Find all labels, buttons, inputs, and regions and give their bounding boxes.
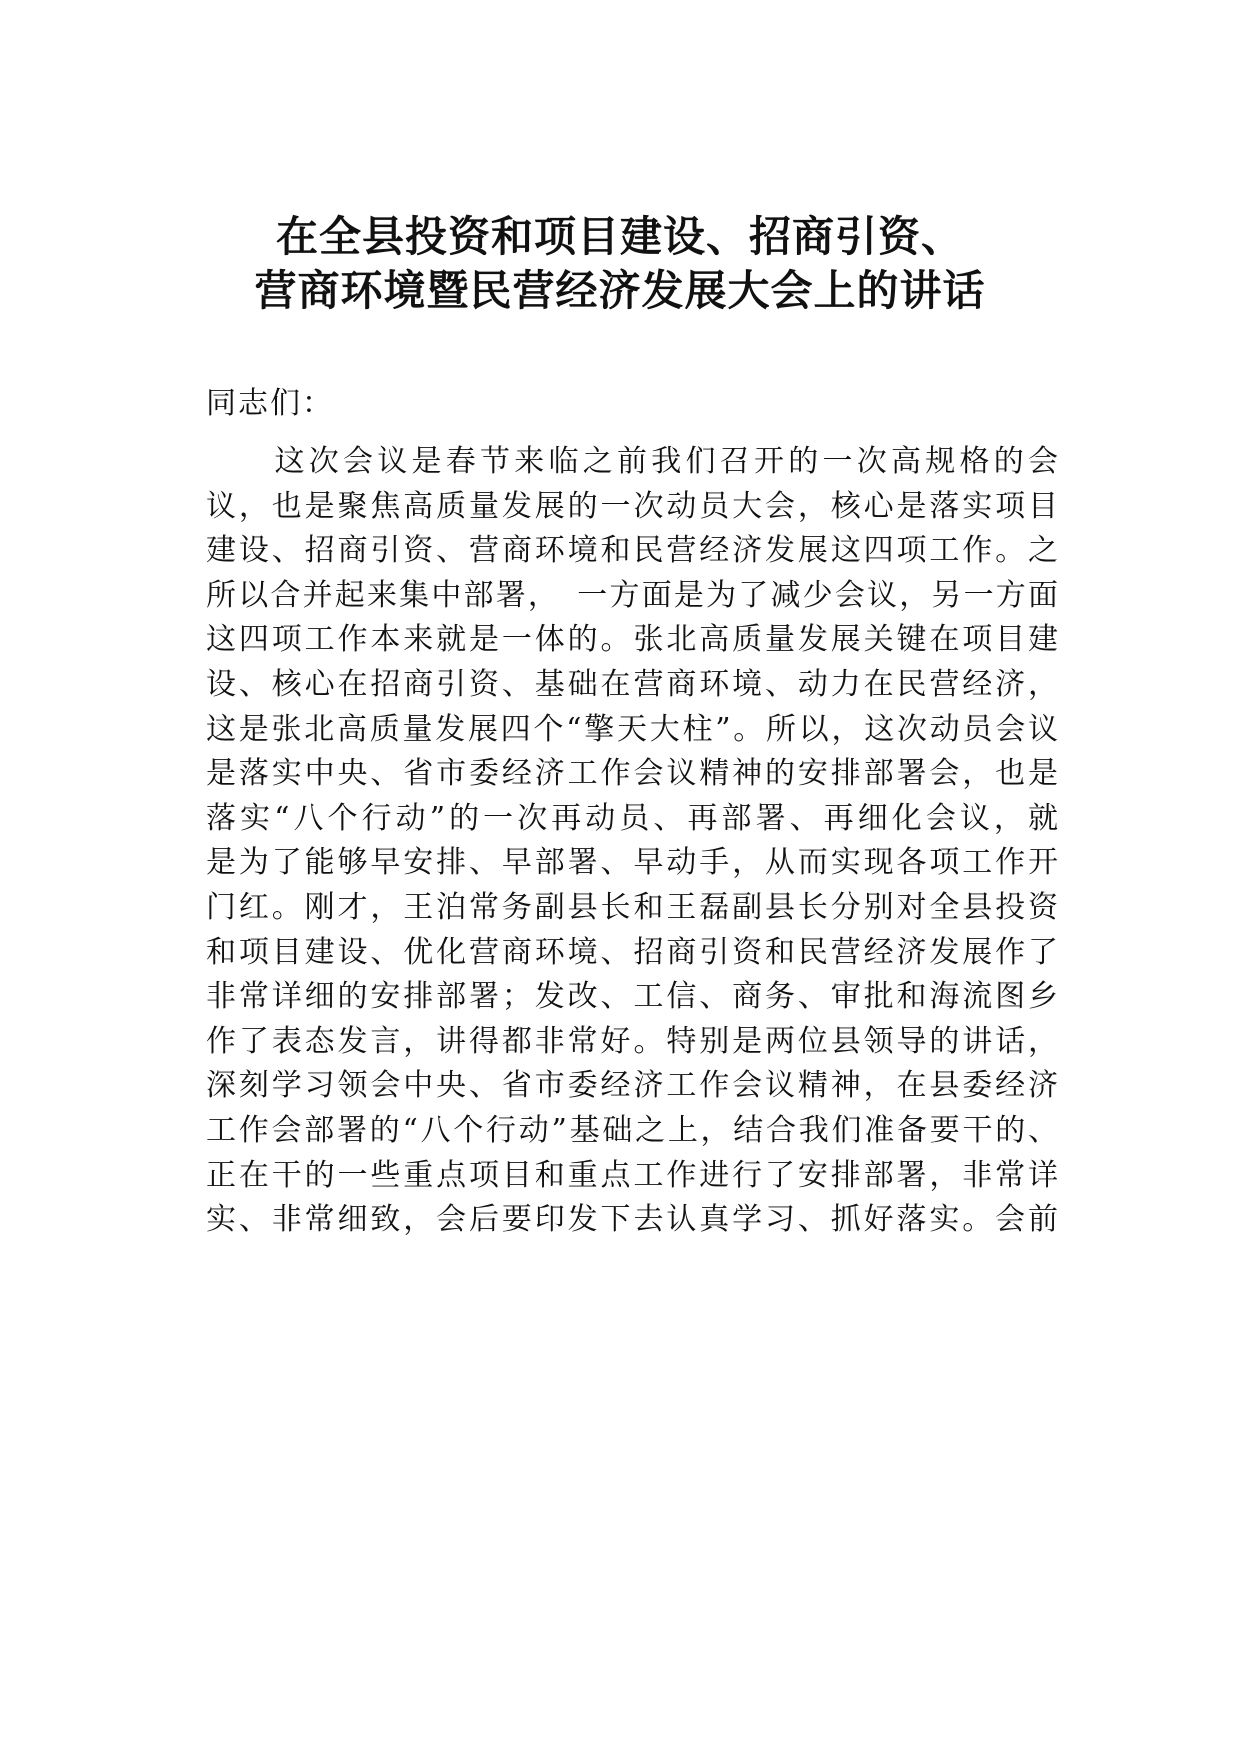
title-line-1: 在全县投资和项目建设、招商引资、 — [275, 212, 964, 261]
paragraph-line: 正在干的一些重点项目和重点工作进行了安排部署，非常详 — [206, 1157, 1058, 1193]
paragraph-line: 设、核心在招商引资、基础在营商环境、动力在民营经济， — [206, 666, 1058, 702]
paragraph-line: 非常详细的安排部署；发改、工信、商务、审批和海流图乡 — [206, 979, 1058, 1015]
paragraph-line: 门红。刚才，王泊常务副县长和王磊副县长分别对全县投资 — [206, 889, 1058, 925]
paragraph-line: 落实“八个行动”的一次再动员、再部署、再细化会议，就 — [206, 800, 1058, 836]
paragraph-line: 议，也是聚焦高质量发展的一次动员大会，核心是落实项目 — [206, 488, 1058, 524]
paragraph-line: 是落实中央、省市委经济工作会议精神的安排部署会，也是 — [206, 756, 1058, 792]
paragraph-line: 实、非常细致，会后要印发下去认真学习、抓好落实。会前 — [206, 1202, 1058, 1238]
paragraph-line: 是为了能够早安排、早部署、早动手，从而实现各项工作开 — [206, 845, 1058, 881]
paragraph-line: 这次会议是春节来临之前我们召开的一次高规格的会 — [206, 444, 1058, 479]
paragraph-line: 作了表态发言，讲得都非常好。特别是两位县领导的讲话， — [206, 1023, 1058, 1059]
title-line-2: 营商环境暨民营经济发展大会上的讲话 — [254, 266, 986, 315]
paragraph-line: 建设、招商引资、营商环境和民营经济发展这四项工作。之 — [206, 533, 1058, 569]
greeting: 同志们： — [206, 386, 334, 421]
document-title — [150, 210, 1090, 318]
body-paragraph — [206, 440, 1058, 1243]
paragraph-line: 工作会部署的“八个行动”基础之上，结合我们准备要干的、 — [206, 1112, 1058, 1148]
paragraph-line: 这四项工作本来就是一体的。张北高质量发展关键在项目建 — [206, 622, 1058, 658]
paragraph-line: 所以合并起来集中部署， 一方面是为了减少会议，另一方面 — [206, 577, 1058, 613]
paragraph-line: 和项目建设、优化营商环境、招商引资和民营经济发展作了 — [206, 934, 1058, 970]
paragraph-line: 深刻学习领会中央、省市委经济工作会议精神，在县委经济 — [206, 1068, 1058, 1104]
paragraph-line: 这是张北高质量发展四个“擎天大柱”。所以，这次动员会议 — [206, 711, 1058, 747]
